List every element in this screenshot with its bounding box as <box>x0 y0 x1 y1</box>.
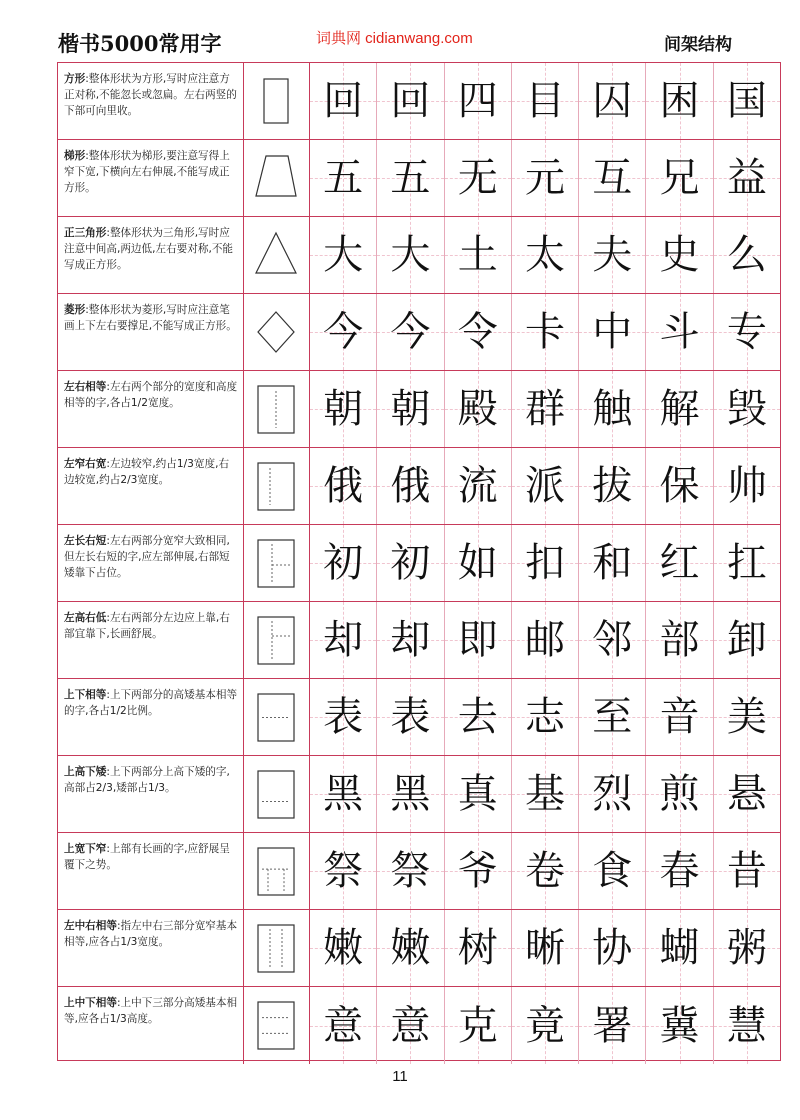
example-character: 表 <box>323 694 364 740</box>
diamond-diagram-icon <box>244 294 310 370</box>
row-text: :整体形状为梯形,要注意写得上窄下宽,下横向左右伸展,不能写成正方形。 <box>64 150 230 194</box>
example-character: 专 <box>726 309 767 355</box>
practice-cell <box>445 217 512 293</box>
practice-cell <box>579 679 646 755</box>
example-character: 竟 <box>524 1002 565 1049</box>
row-text: :左右两部分宽窄大致相同,但左长右短的字,应左部伸展,右部短矮靠下占位。 <box>64 535 230 579</box>
row-term: 上高下矮 <box>64 766 107 778</box>
trapezoid-diagram-icon <box>244 140 310 216</box>
practice-cell <box>310 448 377 524</box>
example-character: 基 <box>524 771 565 817</box>
example-characters <box>310 371 780 447</box>
example-characters <box>310 294 780 370</box>
practice-cell <box>310 140 377 216</box>
section-title: 间架结构 <box>664 35 732 55</box>
example-character: 克 <box>457 1002 498 1049</box>
example-character: 国 <box>726 78 767 124</box>
practice-cell <box>714 294 780 370</box>
structure-row <box>58 987 780 1064</box>
example-character: 太 <box>524 232 565 278</box>
practice-cell <box>646 371 713 447</box>
example-character: 卡 <box>524 309 565 355</box>
example-character: 殿 <box>457 386 498 432</box>
example-character: 益 <box>726 155 767 201</box>
example-character: 回 <box>390 78 431 124</box>
lr-narrow-wide-diagram-icon <box>244 448 310 524</box>
row-description <box>58 294 244 370</box>
example-characters <box>310 910 780 986</box>
row-description <box>58 679 244 755</box>
practice-cell <box>512 833 579 909</box>
row-description <box>58 217 244 293</box>
example-character: 么 <box>726 232 767 278</box>
practice-cell <box>377 679 444 755</box>
example-character: 四 <box>457 78 498 124</box>
structure-row <box>58 910 780 987</box>
row-description <box>58 448 244 524</box>
example-characters <box>310 833 780 909</box>
practice-cell <box>377 833 444 909</box>
practice-cell <box>579 525 646 601</box>
practice-cell <box>512 756 579 832</box>
example-character: 蝴 <box>659 925 700 971</box>
practice-grid <box>57 62 781 1061</box>
row-description <box>58 987 244 1064</box>
practice-cell <box>714 140 780 216</box>
row-text: :上下两部分的高矮基本相等的字,各占1/2比例。 <box>64 689 238 717</box>
book-title: 楷书5000常用字 <box>58 31 222 56</box>
row-term: 上中下相等 <box>64 997 117 1009</box>
lr-long-short-diagram-icon <box>244 525 310 601</box>
practice-cell <box>512 63 579 139</box>
practice-cell <box>310 602 377 678</box>
example-character: 去 <box>457 694 498 740</box>
example-character: 表 <box>390 694 431 740</box>
row-term: 上宽下窄 <box>64 843 107 855</box>
practice-cell <box>646 833 713 909</box>
row-description <box>58 910 244 986</box>
practice-cell <box>377 525 444 601</box>
practice-cell <box>714 371 780 447</box>
practice-cell <box>310 679 377 755</box>
example-characters <box>310 63 780 139</box>
practice-cell <box>714 987 780 1064</box>
row-description <box>58 140 244 216</box>
example-character: 扣 <box>524 540 565 586</box>
practice-cell <box>579 602 646 678</box>
practice-cell <box>310 371 377 447</box>
structure-row <box>58 294 780 371</box>
example-character: 卸 <box>726 617 767 663</box>
example-character: 红 <box>659 540 700 586</box>
practice-cell <box>377 602 444 678</box>
page-header <box>0 0 800 62</box>
row-text: :左右两部分左边应上靠,右部宜靠下,长画舒展。 <box>64 612 230 640</box>
example-character: 却 <box>390 617 431 663</box>
example-characters <box>310 140 780 216</box>
structure-row <box>58 756 780 833</box>
example-character: 大 <box>390 232 431 278</box>
example-character: 悬 <box>726 771 767 817</box>
row-text: :指左中右三部分宽窄基本相等,应各占1/3宽度。 <box>64 920 238 948</box>
row-term: 左右相等 <box>64 381 107 393</box>
page-number: 11 <box>392 1068 408 1085</box>
practice-cell <box>310 987 377 1064</box>
example-character: 史 <box>659 232 700 278</box>
structure-row <box>58 602 780 679</box>
practice-cell <box>579 833 646 909</box>
example-character: 元 <box>524 155 565 201</box>
example-character: 互 <box>592 155 633 201</box>
practice-cell <box>445 140 512 216</box>
example-character: 协 <box>592 925 633 971</box>
practice-cell <box>377 371 444 447</box>
example-character: 音 <box>659 694 700 740</box>
structure-row <box>58 217 780 294</box>
practice-cell <box>445 63 512 139</box>
example-character: 卷 <box>524 848 565 894</box>
example-character: 冀 <box>659 1002 700 1049</box>
practice-cell <box>646 63 713 139</box>
triangle-diagram-icon <box>244 217 310 293</box>
practice-cell <box>579 371 646 447</box>
practice-cell <box>377 756 444 832</box>
example-character: 嫩 <box>390 925 431 971</box>
practice-cell <box>310 294 377 370</box>
practice-cell <box>579 294 646 370</box>
practice-cell <box>579 140 646 216</box>
example-character: 囚 <box>592 78 633 124</box>
example-character: 黑 <box>323 771 364 817</box>
example-character: 目 <box>524 78 565 124</box>
practice-cell <box>579 756 646 832</box>
row-term: 正三角形 <box>64 227 107 239</box>
practice-cell <box>512 371 579 447</box>
practice-cell <box>714 602 780 678</box>
practice-cell <box>512 525 579 601</box>
example-characters <box>310 602 780 678</box>
practice-cell <box>512 910 579 986</box>
practice-cell <box>714 448 780 524</box>
row-term: 方形 <box>64 73 86 85</box>
example-character: 志 <box>524 694 565 740</box>
example-character: 即 <box>457 617 498 663</box>
row-description <box>58 63 244 139</box>
example-character: 晰 <box>524 925 565 971</box>
example-character: 今 <box>390 309 431 355</box>
example-character: 朝 <box>323 386 364 432</box>
practice-cell <box>377 294 444 370</box>
practice-cell <box>445 371 512 447</box>
example-character: 美 <box>726 694 767 740</box>
structure-row <box>58 63 780 140</box>
practice-cell <box>646 217 713 293</box>
example-characters <box>310 217 780 293</box>
practice-cell <box>646 140 713 216</box>
practice-cell <box>445 987 512 1064</box>
practice-cell <box>646 525 713 601</box>
example-character: 困 <box>659 78 700 124</box>
example-character: 大 <box>323 232 364 278</box>
practice-cell <box>714 679 780 755</box>
example-character: 黑 <box>390 771 431 817</box>
example-character: 署 <box>592 1002 633 1049</box>
practice-cell <box>512 217 579 293</box>
example-character: 解 <box>659 386 700 432</box>
practice-cell <box>646 910 713 986</box>
practice-cell <box>377 448 444 524</box>
practice-cell <box>377 910 444 986</box>
example-character: 斗 <box>659 309 700 355</box>
example-character: 无 <box>457 155 498 201</box>
row-text: :整体形状为方形,写时应注意方正对称,不能忽长或忽扁。左右两竖的下部可向里收。 <box>64 73 237 117</box>
row-text: :整体形状为菱形,写时应注意笔画上下左右要撑足,不能写成正方形。 <box>64 304 237 332</box>
example-character: 意 <box>323 1002 364 1049</box>
practice-cell <box>579 448 646 524</box>
row-text: :左右两个部分的宽度和高度相等的字,各占1/2宽度。 <box>64 381 238 409</box>
example-character: 昔 <box>726 848 767 894</box>
example-character: 邮 <box>524 617 565 663</box>
example-character: 兄 <box>659 155 700 201</box>
example-character: 爷 <box>457 848 498 894</box>
example-character: 嫩 <box>323 925 364 971</box>
example-characters <box>310 756 780 832</box>
example-character: 树 <box>457 925 498 971</box>
practice-cell <box>714 910 780 986</box>
practice-cell <box>445 525 512 601</box>
practice-cell <box>310 756 377 832</box>
example-character: 部 <box>659 617 700 663</box>
practice-cell <box>714 217 780 293</box>
example-characters <box>310 987 780 1064</box>
example-character: 俄 <box>390 463 431 509</box>
example-character: 拔 <box>592 463 633 509</box>
practice-cell <box>445 756 512 832</box>
practice-cell <box>377 63 444 139</box>
practice-cell <box>714 756 780 832</box>
structure-row <box>58 679 780 756</box>
example-character: 保 <box>659 463 700 509</box>
tb-wide-narrow-diagram-icon <box>244 833 310 909</box>
example-character: 夫 <box>592 232 633 278</box>
practice-cell <box>646 987 713 1064</box>
lr-equal-diagram-icon <box>244 371 310 447</box>
practice-cell <box>445 602 512 678</box>
practice-cell <box>714 63 780 139</box>
practice-cell <box>646 602 713 678</box>
practice-cell <box>512 602 579 678</box>
row-term: 菱形 <box>64 304 86 316</box>
practice-cell <box>310 910 377 986</box>
lr-high-low-diagram-icon <box>244 602 310 678</box>
tb-equal-diagram-icon <box>244 679 310 755</box>
example-character: 派 <box>524 463 565 509</box>
row-term: 左长右短 <box>64 535 107 547</box>
example-character: 初 <box>390 540 431 586</box>
practice-cell <box>579 987 646 1064</box>
practice-cell <box>310 217 377 293</box>
example-character: 中 <box>592 309 633 355</box>
row-description <box>58 833 244 909</box>
practice-cell <box>445 833 512 909</box>
example-character: 祭 <box>323 848 364 894</box>
tmb-equal-diagram-icon <box>244 987 310 1064</box>
example-characters <box>310 525 780 601</box>
row-text: :整体形状为三角形,写时应注意中间高,两边低,左右要对称,不能写成正方形。 <box>64 227 234 271</box>
structure-row <box>58 448 780 525</box>
example-character: 和 <box>592 540 633 586</box>
example-character: 令 <box>457 309 498 355</box>
practice-cell <box>512 448 579 524</box>
practice-cell <box>377 140 444 216</box>
lmr-equal-diagram-icon <box>244 910 310 986</box>
structure-row <box>58 525 780 602</box>
row-text: :上部有长画的字,应舒展呈覆下之势。 <box>64 843 230 871</box>
example-character: 春 <box>659 848 700 894</box>
practice-cell <box>445 448 512 524</box>
example-character: 邻 <box>592 617 633 663</box>
row-text: :上中下三部分高矮基本相等,应各占1/3高度。 <box>64 997 238 1025</box>
row-term: 梯形 <box>64 150 86 162</box>
structure-row <box>58 833 780 910</box>
practice-cell <box>445 910 512 986</box>
practice-cell <box>579 63 646 139</box>
example-character: 至 <box>592 694 633 740</box>
practice-cell <box>310 833 377 909</box>
example-character: 初 <box>323 540 364 586</box>
example-character: 却 <box>323 617 364 663</box>
practice-cell <box>579 217 646 293</box>
example-character: 土 <box>457 232 498 278</box>
row-text: :左边较窄,约占1/3宽度,右边较宽,约占2/3宽度。 <box>64 458 230 486</box>
square-diagram-icon <box>244 63 310 139</box>
row-term: 左中右相等 <box>64 920 117 932</box>
row-term: 上下相等 <box>64 689 107 701</box>
example-character: 意 <box>390 1002 431 1049</box>
practice-cell <box>646 448 713 524</box>
example-character: 食 <box>592 848 633 894</box>
practice-cell <box>377 217 444 293</box>
practice-cell <box>512 987 579 1064</box>
practice-cell <box>445 294 512 370</box>
example-character: 慧 <box>726 1002 767 1049</box>
example-character: 毁 <box>726 386 767 432</box>
practice-cell <box>310 63 377 139</box>
practice-cell <box>512 140 579 216</box>
practice-cell <box>512 679 579 755</box>
example-characters <box>310 448 780 524</box>
structure-row <box>58 140 780 217</box>
structure-row <box>58 371 780 448</box>
example-character: 俄 <box>323 463 364 509</box>
example-character: 今 <box>323 309 364 355</box>
example-character: 触 <box>592 386 633 432</box>
example-character: 群 <box>524 386 565 432</box>
example-character: 流 <box>457 463 498 509</box>
practice-cell <box>646 294 713 370</box>
practice-cell <box>714 525 780 601</box>
practice-cell <box>579 910 646 986</box>
row-description <box>58 602 244 678</box>
example-character: 祭 <box>390 848 431 894</box>
example-character: 煎 <box>659 771 700 817</box>
example-character: 粥 <box>726 925 767 971</box>
tb-high-low-diagram-icon <box>244 756 310 832</box>
example-character: 五 <box>323 155 364 201</box>
row-term: 左窄右宽 <box>64 458 107 470</box>
practice-cell <box>646 679 713 755</box>
practice-cell <box>646 756 713 832</box>
row-text: :上下两部分上高下矮的字,高部占2/3,矮部占1/3。 <box>64 766 230 794</box>
example-character: 真 <box>457 771 498 817</box>
example-character: 烈 <box>592 771 633 817</box>
practice-cell <box>714 833 780 909</box>
practice-cell <box>512 294 579 370</box>
example-character: 五 <box>390 155 431 201</box>
example-characters <box>310 679 780 755</box>
example-character: 帅 <box>726 463 767 509</box>
row-description <box>58 371 244 447</box>
row-description <box>58 756 244 832</box>
example-character: 朝 <box>390 386 431 432</box>
site-watermark[interactable]: 词典网 cidianwang.com <box>316 30 473 47</box>
row-term: 左高右低 <box>64 612 107 624</box>
practice-cell <box>445 679 512 755</box>
row-description <box>58 525 244 601</box>
practice-cell <box>377 987 444 1064</box>
example-character: 回 <box>323 78 364 124</box>
example-character: 如 <box>457 540 498 586</box>
practice-cell <box>310 525 377 601</box>
example-character: 扛 <box>726 540 767 586</box>
